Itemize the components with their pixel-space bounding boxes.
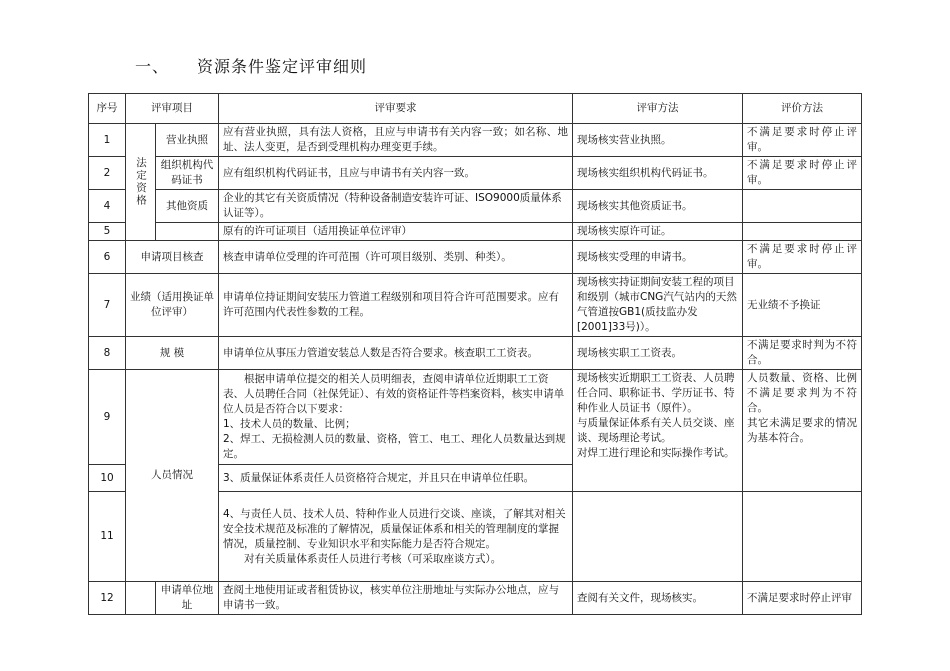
row-number: 8 bbox=[89, 337, 126, 370]
header-evaluation: 评价方法 bbox=[743, 94, 862, 124]
evaluation-text: 无业绩不予换证 bbox=[743, 274, 862, 337]
row-number: 6 bbox=[89, 241, 126, 274]
item-name: 申请项目核查 bbox=[126, 241, 219, 274]
method-text: 现场核实受理的申请书。 bbox=[573, 241, 743, 274]
requirement-text: 核查申请单位受理的许可范围（许可项目级别、类别、种类）。 bbox=[219, 241, 573, 274]
requirement-text: 应有营业执照，具有法人资格，且应与申请书有关内容一致；如名称、地址、法人变更，是否到受理机构办理变更手续。 bbox=[219, 124, 573, 157]
table-row bbox=[89, 124, 862, 157]
method-text: 现场核实近期职工工资表、人员聘任合同、职称证书、学历证书、特种作业人员证书（原件）。 与质量保证体系有关人员交谈、座谈、现场理论考试。 对焊工进行理论和实际操作考试。 bbox=[573, 370, 743, 492]
page-title bbox=[135, 54, 367, 77]
table-row bbox=[89, 241, 862, 274]
row-number: 12 bbox=[89, 582, 126, 615]
method-text: 现场核实职工工资表。 bbox=[573, 337, 743, 370]
group-legal-qualification bbox=[126, 124, 156, 241]
table-row bbox=[89, 190, 862, 223]
evaluation-text: 不满足要求时停止评审。 bbox=[743, 157, 862, 190]
table-row bbox=[89, 157, 862, 190]
row-number: 11 bbox=[89, 492, 126, 582]
header-requirement: 评审要求 bbox=[219, 94, 573, 124]
item-name: 营业执照 bbox=[156, 124, 219, 157]
requirement-text: 4、与责任人员、技术人员、特种作业人员进行交谈、座谈，了解其对相关安全技术规范及标准的了解情况，质量保证体系和相关的管理制度的掌握情况，质量控制、专业知识水平和实际能力是否符合规定。 对有关质量体系责任人员进行考核（可采取座谈方式）。 bbox=[219, 492, 573, 582]
requirement-text: 申请单位持证期间安装压力管道工程级别和项目符合许可范围要求。应有许可范围内代表性参数的工程。 bbox=[219, 274, 573, 337]
requirement-text: 原有的许可证项目（适用换证单位评审） bbox=[219, 223, 573, 241]
row-number: 1 bbox=[89, 124, 126, 157]
table-row bbox=[89, 370, 862, 465]
requirement-text: 查阅土地使用证或者租赁协议，核实单位注册地址与实际办公地点，应与申请书一致。 bbox=[219, 582, 573, 615]
method-text: 现场核实组织机构代码证书。 bbox=[573, 157, 743, 190]
evaluation-text: 人员数量、资格、比例不满足要求判为不符合。 其它未满足要求的情况为基本符合。 bbox=[743, 370, 862, 492]
evaluation-text bbox=[743, 492, 862, 582]
table-row bbox=[89, 337, 862, 370]
item-name: 人员情况 bbox=[126, 370, 219, 582]
requirement-text: 企业的其它有关资质情况（特种设备制造安装许可证、ISO9000质量体系认证等）。 bbox=[219, 190, 573, 223]
header-no: 序号 bbox=[89, 94, 126, 124]
group-spacer bbox=[126, 582, 156, 615]
table-header-row bbox=[89, 94, 862, 124]
requirement-text: 应有组织机构代码证书，且应与申请书有关内容一致。 bbox=[219, 157, 573, 190]
item-name: 组织机构代码证书 bbox=[156, 157, 219, 190]
item-name: 规 模 bbox=[126, 337, 219, 370]
item-name: 业绩（适用换证单位评审） bbox=[126, 274, 219, 337]
method-text: 查阅有关文件，现场核实。 bbox=[573, 582, 743, 615]
row-number: 7 bbox=[89, 274, 126, 337]
evaluation-text bbox=[743, 223, 862, 241]
requirement-text: 根据申请单位提交的相关人员明细表，查阅申请单位近期职工工资表、人员聘任合同（社保凭证）、有效的资格证件等档案资料，核实申请单位人员是否符合以下要求： 1、技术人员的数量、比例； 2、焊工、无损检测人员的数量、资格，管工、电工、理化人员数量达到规定。 bbox=[219, 370, 573, 465]
row-number: 4 bbox=[89, 190, 126, 223]
requirement-text: 3、质量保证体系责任人员资格符合规定，并且只在申请单位任职。 bbox=[219, 465, 573, 492]
evaluation-text: 不满足要求时停止评审。 bbox=[743, 241, 862, 274]
section-heading: 资源条件鉴定评审细则 bbox=[197, 57, 368, 76]
row-number: 10 bbox=[89, 465, 126, 492]
table-row bbox=[89, 223, 862, 241]
method-text: 现场核实其他资质证书。 bbox=[573, 190, 743, 223]
group-legal-label: 法定资格 bbox=[135, 157, 147, 207]
requirement-text: 申请单位从事压力管道安装总人数是否符合要求。核查职工工资表。 bbox=[219, 337, 573, 370]
method-text: 现场核实原许可证。 bbox=[573, 223, 743, 241]
evaluation-text: 不满足要求时停止评审。 bbox=[743, 124, 862, 157]
evaluation-text: 不满足要求时停止评审 bbox=[743, 582, 862, 615]
item-name: 申请单位地址 bbox=[156, 582, 219, 615]
method-text: 现场核实持证期间安装工程的项目和级别（城市CNG汽气站内的天然气管道按GB1(质技监办发[2001]33号)）。 bbox=[573, 274, 743, 337]
method-text: 现场核实营业执照。 bbox=[573, 124, 743, 157]
section-number: 一、 bbox=[135, 57, 170, 76]
method-text bbox=[573, 492, 743, 582]
table-row bbox=[89, 582, 862, 615]
evaluation-text bbox=[743, 190, 862, 223]
item-name bbox=[156, 223, 219, 241]
row-number: 9 bbox=[89, 370, 126, 465]
row-number: 2 bbox=[89, 157, 126, 190]
item-name: 其他资质 bbox=[156, 190, 219, 223]
evaluation-text: 不满足要求时判为不符合。 bbox=[743, 337, 862, 370]
header-method: 评审方法 bbox=[573, 94, 743, 124]
header-item: 评审项目 bbox=[126, 94, 219, 124]
review-criteria-table bbox=[88, 93, 862, 615]
table-row bbox=[89, 274, 862, 337]
row-number: 5 bbox=[89, 223, 126, 241]
